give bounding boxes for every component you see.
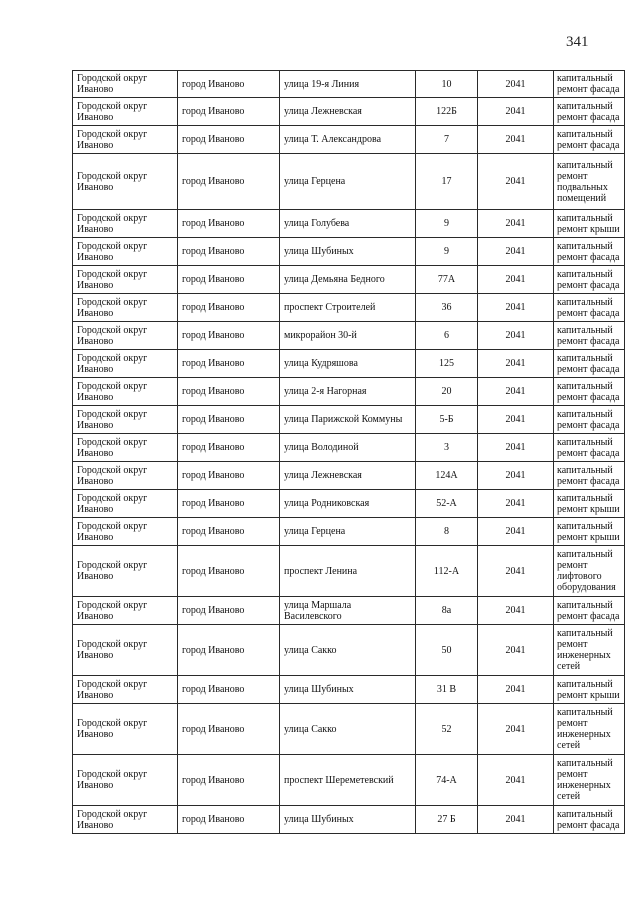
house-number-cell: 31 В (416, 676, 478, 704)
table-row (73, 126, 625, 154)
house-number-cell: 122Б (416, 98, 478, 126)
city-cell: город Иваново (178, 350, 280, 378)
house-number-cell: 7 (416, 126, 478, 154)
city-cell: город Иваново (178, 378, 280, 406)
year-cell: 2041 (478, 378, 554, 406)
city-cell: город Иваново (178, 676, 280, 704)
table-row (73, 462, 625, 490)
house-number-cell: 20 (416, 378, 478, 406)
year-cell: 2041 (478, 518, 554, 546)
house-number-cell: 52 (416, 704, 478, 755)
municipality-cell: Городской округ Иваново (73, 625, 178, 676)
house-number-cell: 9 (416, 238, 478, 266)
work-type-cell: капитальный ремонт фасада (554, 126, 625, 154)
year-cell: 2041 (478, 238, 554, 266)
city-cell: город Иваново (178, 518, 280, 546)
work-type-cell: капитальный ремонт инженерных сетей (554, 704, 625, 755)
street-cell: улица Т. Александрова (280, 126, 416, 154)
table-row (73, 755, 625, 806)
house-number-cell: 5-Б (416, 406, 478, 434)
city-cell: город Иваново (178, 98, 280, 126)
house-number-cell: 6 (416, 322, 478, 350)
municipality-cell: Городской округ Иваново (73, 126, 178, 154)
city-cell: город Иваново (178, 406, 280, 434)
table-row (73, 71, 625, 98)
city-cell: город Иваново (178, 210, 280, 238)
house-number-cell: 27 Б (416, 806, 478, 834)
table-row (73, 406, 625, 434)
year-cell: 2041 (478, 406, 554, 434)
municipality-cell: Городской округ Иваново (73, 154, 178, 210)
city-cell: город Иваново (178, 294, 280, 322)
municipality-cell: Городской округ Иваново (73, 676, 178, 704)
work-type-cell: капитальный ремонт крыши (554, 518, 625, 546)
street-cell: улица Парижской Коммуны (280, 406, 416, 434)
table-row (73, 597, 625, 625)
work-type-cell: капитальный ремонт фасада (554, 294, 625, 322)
work-type-cell: капитальный ремонт фасада (554, 266, 625, 294)
year-cell: 2041 (478, 350, 554, 378)
table-row (73, 210, 625, 238)
city-cell: город Иваново (178, 806, 280, 834)
house-number-cell: 17 (416, 154, 478, 210)
street-cell: проспект Шереметевский (280, 755, 416, 806)
year-cell: 2041 (478, 546, 554, 597)
city-cell: город Иваново (178, 434, 280, 462)
table-row (73, 518, 625, 546)
municipality-cell: Городской округ Иваново (73, 71, 178, 98)
street-cell: улица Шубиных (280, 676, 416, 704)
street-cell: улица Демьяна Бедного (280, 266, 416, 294)
street-cell: улица Шубиных (280, 806, 416, 834)
house-number-cell: 74-А (416, 755, 478, 806)
house-number-cell: 8а (416, 597, 478, 625)
work-type-cell: капитальный ремонт инженерных сетей (554, 755, 625, 806)
year-cell: 2041 (478, 322, 554, 350)
table-row (73, 704, 625, 755)
table-row (73, 322, 625, 350)
house-number-cell: 112-А (416, 546, 478, 597)
year-cell: 2041 (478, 266, 554, 294)
work-type-cell: капитальный ремонт фасада (554, 806, 625, 834)
table-row (73, 676, 625, 704)
house-number-cell: 124А (416, 462, 478, 490)
work-type-cell: капитальный ремонт фасада (554, 378, 625, 406)
work-type-cell: капитальный ремонт фасада (554, 71, 625, 98)
work-type-cell: капитальный ремонт фасада (554, 406, 625, 434)
table-row (73, 238, 625, 266)
street-cell: улица Родниковская (280, 490, 416, 518)
work-type-cell: капитальный ремонт фасада (554, 322, 625, 350)
street-cell: улица Герцена (280, 518, 416, 546)
municipality-cell: Городской округ Иваново (73, 266, 178, 294)
municipality-cell: Городской округ Иваново (73, 597, 178, 625)
city-cell: город Иваново (178, 322, 280, 350)
house-number-cell: 50 (416, 625, 478, 676)
table-row (73, 266, 625, 294)
work-type-cell: капитальный ремонт фасада (554, 462, 625, 490)
house-number-cell: 52-А (416, 490, 478, 518)
year-cell: 2041 (478, 71, 554, 98)
street-cell: улица Володиной (280, 434, 416, 462)
table-row (73, 378, 625, 406)
table-row (73, 350, 625, 378)
municipality-cell: Городской округ Иваново (73, 210, 178, 238)
table-row (73, 154, 625, 210)
municipality-cell: Городской округ Иваново (73, 406, 178, 434)
house-number-cell: 77А (416, 266, 478, 294)
municipality-cell: Городской округ Иваново (73, 322, 178, 350)
municipality-cell: Городской округ Иваново (73, 238, 178, 266)
municipality-cell: Городской округ Иваново (73, 98, 178, 126)
city-cell: город Иваново (178, 238, 280, 266)
city-cell: город Иваново (178, 462, 280, 490)
table-row (73, 546, 625, 597)
municipality-cell: Городской округ Иваново (73, 704, 178, 755)
city-cell: город Иваново (178, 154, 280, 210)
street-cell: улица 2-я Нагорная (280, 378, 416, 406)
street-cell: проспект Строителей (280, 294, 416, 322)
municipality-cell: Городской округ Иваново (73, 378, 178, 406)
table-row (73, 294, 625, 322)
municipality-cell: Городской округ Иваново (73, 462, 178, 490)
municipality-cell: Городской округ Иваново (73, 434, 178, 462)
year-cell: 2041 (478, 294, 554, 322)
work-type-cell: капитальный ремонт фасада (554, 238, 625, 266)
year-cell: 2041 (478, 490, 554, 518)
city-cell: город Иваново (178, 755, 280, 806)
municipality-cell: Городской округ Иваново (73, 806, 178, 834)
work-type-cell: капитальный ремонт фасада (554, 434, 625, 462)
city-cell: город Иваново (178, 597, 280, 625)
work-type-cell: капитальный ремонт фасада (554, 350, 625, 378)
year-cell: 2041 (478, 434, 554, 462)
house-number-cell: 3 (416, 434, 478, 462)
house-number-cell: 125 (416, 350, 478, 378)
work-type-cell: капитальный ремонт крыши (554, 210, 625, 238)
municipality-cell: Городской округ Иваново (73, 350, 178, 378)
page-number: 341 (566, 34, 589, 50)
street-cell: улица Лежневская (280, 98, 416, 126)
year-cell: 2041 (478, 597, 554, 625)
repair-schedule-table (72, 70, 625, 834)
table-body (73, 71, 625, 834)
work-type-cell: капитальный ремонт лифтового оборудования (554, 546, 625, 597)
work-type-cell: капитальный ремонт крыши (554, 676, 625, 704)
house-number-cell: 10 (416, 71, 478, 98)
table-row (73, 434, 625, 462)
work-type-cell: капитальный ремонт подвальных помещений (554, 154, 625, 210)
work-type-cell: капитальный ремонт инженерных сетей (554, 625, 625, 676)
city-cell: город Иваново (178, 625, 280, 676)
year-cell: 2041 (478, 704, 554, 755)
year-cell: 2041 (478, 98, 554, 126)
year-cell: 2041 (478, 676, 554, 704)
city-cell: город Иваново (178, 266, 280, 294)
year-cell: 2041 (478, 154, 554, 210)
work-type-cell: капитальный ремонт фасада (554, 597, 625, 625)
street-cell: улица Маршала Василевского (280, 597, 416, 625)
table-row (73, 806, 625, 834)
street-cell: улица Сакко (280, 704, 416, 755)
municipality-cell: Городской округ Иваново (73, 490, 178, 518)
year-cell: 2041 (478, 755, 554, 806)
house-number-cell: 36 (416, 294, 478, 322)
year-cell: 2041 (478, 806, 554, 834)
city-cell: город Иваново (178, 126, 280, 154)
table-row (73, 625, 625, 676)
city-cell: город Иваново (178, 704, 280, 755)
table-row (73, 98, 625, 126)
municipality-cell: Городской округ Иваново (73, 294, 178, 322)
city-cell: город Иваново (178, 546, 280, 597)
municipality-cell: Городской округ Иваново (73, 518, 178, 546)
street-cell: улица 19-я Линия (280, 71, 416, 98)
house-number-cell: 9 (416, 210, 478, 238)
table-row (73, 490, 625, 518)
street-cell: микрорайон 30-й (280, 322, 416, 350)
year-cell: 2041 (478, 210, 554, 238)
municipality-cell: Городской округ Иваново (73, 755, 178, 806)
street-cell: улица Голубева (280, 210, 416, 238)
municipality-cell: Городской округ Иваново (73, 546, 178, 597)
year-cell: 2041 (478, 625, 554, 676)
street-cell: проспект Ленина (280, 546, 416, 597)
street-cell: улица Герцена (280, 154, 416, 210)
street-cell: улица Кудряшова (280, 350, 416, 378)
city-cell: город Иваново (178, 71, 280, 98)
city-cell: город Иваново (178, 490, 280, 518)
street-cell: улица Лежневская (280, 462, 416, 490)
year-cell: 2041 (478, 462, 554, 490)
year-cell: 2041 (478, 126, 554, 154)
street-cell: улица Сакко (280, 625, 416, 676)
work-type-cell: капитальный ремонт фасада (554, 98, 625, 126)
street-cell: улица Шубиных (280, 238, 416, 266)
work-type-cell: капитальный ремонт крыши (554, 490, 625, 518)
house-number-cell: 8 (416, 518, 478, 546)
